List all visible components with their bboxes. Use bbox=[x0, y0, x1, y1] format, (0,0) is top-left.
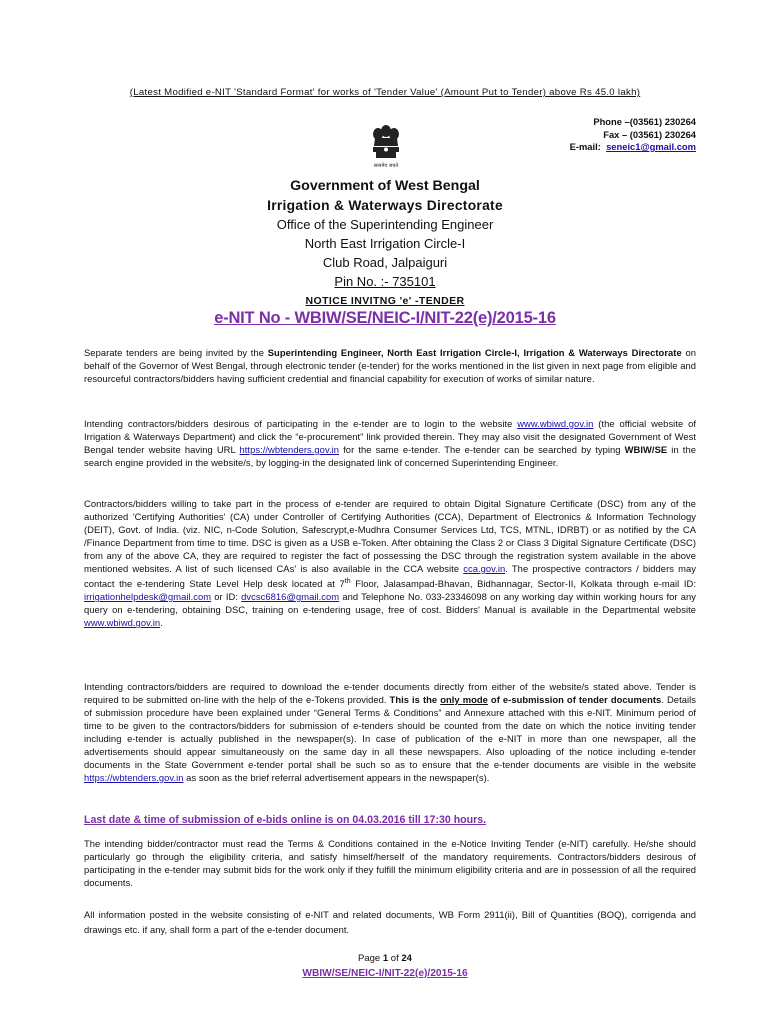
cca-link[interactable]: cca.gov.in bbox=[463, 563, 506, 574]
notice-title: NOTICE INVITNG 'e' -TENDER bbox=[305, 295, 465, 307]
paragraph-dsc: Contractors/bidders willing to take part in the process of e-tender are required to obtain Digital Signature Certificate (DSC) from any of the authorized 'Certifying Authorities' (CA) under Controller of Certifying Authorities (CCA), Department of Electronics & Information Technology (DEIT), Govt. of India. (viz. NIC, n-Code Solution, Safescrypt,e-Mudhra Consumer Services Ltd, TCS, MTNL, IDRBT) or as notified by the CA /Finance Department from time to time. DSC is given as a USB e-Token. After obtaining the Class 2 or Class 3 Digital Signature Certificate (DSC) from any of the above CA, they are required to register the fact of possessing the DSC through the registration system available in the above mentioned websites. A list of such licensed CAs' is also available in the CCA website cca.gov.in. The prospective contractors / bidders may contact the e-tendering State Level Help desk located at 7th Floor, Jalasampad-Bhavan, Bidhannagar, Sector-II, Kolkata through e-mail ID: irrigationhelpdesk@gmail.com or ID: dvcsc6816@gmail.com and Telephone No. 033-23346098 on any working day within working hours for any query on e-tendering, obtaining DSC, training on e-tendering usage, free of cost. Bidders' Manual is available in the Departmental website www.wbiwd.gov.in. bbox=[84, 498, 697, 629]
wbiwd-manual-link[interactable]: www.wbiwd.gov.in bbox=[84, 617, 161, 629]
wbtenders-link-2[interactable]: https://wbtenders.gov.in bbox=[84, 772, 184, 783]
email-line bbox=[570, 141, 696, 154]
ashoka-emblem-icon bbox=[365, 122, 407, 172]
office-address: Club Road, Jalpaiguri bbox=[322, 255, 448, 270]
page-number: Page 1 of 24 bbox=[358, 953, 412, 964]
wbiwd-link[interactable]: www.wbiwd.gov.in bbox=[517, 418, 594, 429]
footer-reference: WBIW/SE/NEIC-I/NIT-22(e)/2015-16 bbox=[302, 968, 468, 979]
paragraph-invitation: Separate tenders are being invited by the Superintending Engineer, North East Irrigation Circle-I, Irrigation & Waterways Directorate on behalf of the Governor of West Bengal, through electronic tender (e-tender) for the works mentioned in the list given in next page from eligible and resourceful contractors/bidders having sufficient credential and financial capability for execution of works of similar nature. bbox=[84, 347, 696, 384]
office-name: Office of the Superintending Engineer bbox=[276, 217, 494, 232]
emblem-motto: सत्यमेव जयते bbox=[373, 163, 399, 169]
pin-code: Pin No. :- 735101 bbox=[334, 274, 436, 289]
directorate-name: Irrigation & Waterways Directorate bbox=[267, 198, 503, 213]
enit-number: e-NIT No - WBIW/SE/NEIC-I/NIT-22(e)/2015-16 bbox=[214, 309, 556, 327]
email-label: E-mail: bbox=[569, 141, 601, 152]
helpdesk-email-link[interactable]: irrigationhelpdesk@gmail.com bbox=[84, 591, 212, 603]
government-name: Government of West Bengal bbox=[290, 178, 480, 194]
paragraph-terms: The intending bidder/contractor must read the Terms & Conditions contained in the e-Notice Inviting Tender (e-NIT) carefully. He/she should particularly go through the eligibility criteria, and satisfy himself/herself of the mandatory requirements. Contractors/bidders desirous of participating in the e-tender may submit bids for the work only if they fulfill the minimum eligibility criteria and are in possession of all the required documents. bbox=[84, 838, 696, 888]
circle-name: North East Irrigation Circle-I bbox=[304, 236, 466, 251]
paragraph-submission: Intending contractors/bidders are required to download the e-tender documents directly from either of the website/s stated above. Tender is required to be submitted on-line with the help of the e-Tokens provided. This is the only mode of e-submission of tender documents. Details of submission procedure have been explained under “General Terms & Conditions” and Annexure attached with this e-NIT. Minimum period of time to be given to the contractors/bidders for submission of e-tenders should be counted from the date on which the notice inviting tender including e-tender is actually published in the newspaper(s). In case of publication of the e-NIT in more than one newspaper, all the advertisements should appear simultaneously on the same day in all these newspapers. Also uploading of the notice including e-tender documents in the State Government e-tender portal shall be such so as to ensure that the e-tender documents are visible in the website https://wbtenders.gov.in as soon as the brief referral advertisement appears in the newspaper(s). bbox=[84, 681, 696, 783]
fax-number: Fax – (03561) 230264 bbox=[603, 128, 696, 140]
phone-number: Phone –(03561) 230264 bbox=[593, 116, 696, 127]
email-link[interactable]: seneic1@gmail.com bbox=[606, 141, 696, 152]
format-caption: (Latest Modified e-NIT 'Standard Format' for works of 'Tender Value' (Amount Put to Tender) above Rs 45.0 lakh) bbox=[129, 87, 641, 98]
dvcsc-email-link[interactable]: dvcsc6816@gmail.com bbox=[241, 591, 340, 603]
contact-block bbox=[570, 116, 696, 154]
last-date-notice: Last date & time of submission of e-bids online is on 04.03.2016 till 17:30 hours. bbox=[84, 814, 487, 826]
wbtenders-link[interactable]: https://wbtenders.gov.in bbox=[239, 444, 340, 455]
office-heading bbox=[0, 177, 770, 291]
paragraph-documents: All information posted in the website consisting of e-NIT and related documents, WB Form 2911(ii), Bill of Quantities (BOQ), corrigenda and drawings etc. if any, shall form a part of the e-tender document. bbox=[84, 909, 696, 935]
paragraph-website: Intending contractors/bidders desirous of participating in the e-tender are to login to the website www.wbiwd.gov.in (the official website of Irrigation & Waterways Department) and click the “e-procurement” link provided therein. They may also visit the designated Government of West Bengal tender website having URL https://wbtenders.gov.in for the same e-tender. The e-tender can be searched by typing WBIW/SE in the search engine provided in the website/s, by logging-in the designated link of concerned Superintending Engineer. bbox=[84, 418, 696, 468]
